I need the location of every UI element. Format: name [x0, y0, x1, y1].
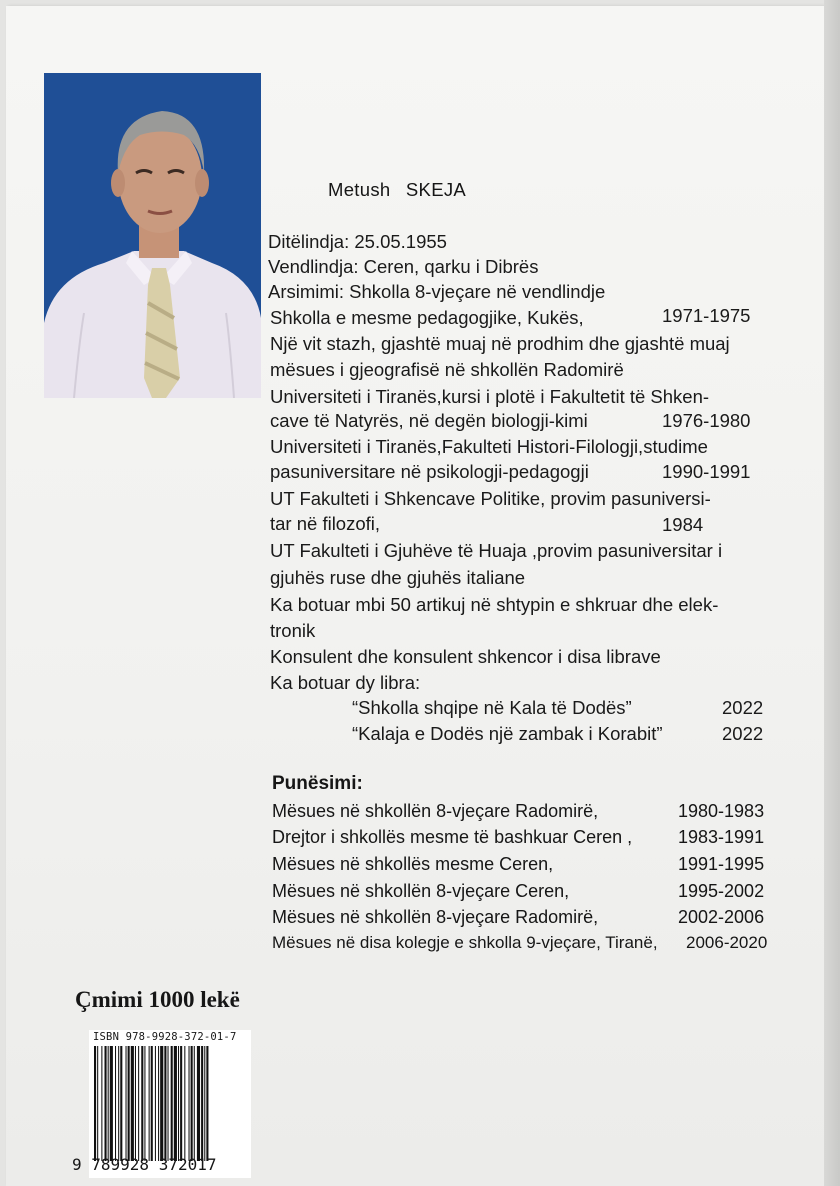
barcode-bar [118, 1046, 119, 1161]
bio-year-postgraduate: 1990-1991 [662, 461, 751, 482]
barcode-bar [204, 1046, 205, 1161]
bio-year-secondary-school: 1971-1975 [662, 305, 751, 326]
barcode-bar [158, 1046, 159, 1161]
book-year-2: 2022 [722, 723, 764, 744]
barcode-bar [180, 1046, 182, 1161]
job-item-4: Mësues në shkollën 8-vjeçare Ceren, [272, 881, 570, 901]
barcode-bar [171, 1046, 173, 1161]
bio-line-languages-detail: gjuhës ruse dhe gjuhës italiane [270, 567, 526, 588]
barcode-bar [194, 1046, 195, 1161]
bio-line-university: Universiteti i Tiranës,kursi i plotë i Fakultetit të Shken- [270, 386, 710, 407]
barcode-bar [160, 1046, 163, 1161]
author-name [328, 179, 466, 201]
barcode-bar [105, 1046, 107, 1161]
barcode-bar [151, 1046, 153, 1161]
barcode-bar [189, 1046, 190, 1161]
barcode-bar [135, 1046, 136, 1161]
bio-line-political-sciences: UT Fakulteti i Shkencave Politike, provim pasuniversi- [270, 488, 711, 509]
barcode-bar [197, 1046, 200, 1161]
bio-line-history-philology: Universiteti i Tiranës,Fakulteti Histori-Filologji,studime [270, 436, 708, 457]
bio-line-birthplace: Vendlindja: Ceren, qarku i Dibrës [268, 256, 539, 277]
bio-line-secondary-school: Shkolla e mesme pedagogjike, Kukës, [270, 307, 584, 328]
employment-heading: Punësimi: [272, 773, 363, 794]
job-years-1: 1980-1983 [678, 801, 765, 821]
bio-line-birthdate: Ditëlindja: 25.05.1955 [268, 231, 447, 252]
job-item-3: Mësues në shkollës mesme Ceren, [272, 854, 554, 874]
job-years-2: 1983-1991 [678, 827, 765, 847]
bio-line-foreign-languages: UT Fakulteti i Gjuhëve të Huaja ,provim pasuniversitar i [270, 540, 723, 561]
barcode-bar [178, 1046, 179, 1161]
barcode-bar [120, 1046, 122, 1161]
portrait-illustration [44, 73, 261, 398]
job-years-3: 1991-1995 [678, 854, 765, 874]
barcode-bar [206, 1046, 208, 1161]
barcode-bar [126, 1046, 127, 1161]
barcode-bar [141, 1046, 143, 1161]
bio-line-articles: Ka botuar mbi 50 artikuj në shtypin e shkruar dhe elek- [270, 594, 719, 615]
bio-line-postgraduate: pasuniversitare në psikologji-pedagogji [270, 461, 589, 482]
job-years-4: 1995-2002 [678, 881, 765, 901]
barcode-image [93, 1046, 249, 1161]
job-years-5: 2002-2006 [678, 907, 765, 927]
bio-year-philosophy: 1984 [662, 514, 704, 535]
barcode-digits: 9 789928 372017 [72, 1155, 217, 1174]
book-title-1: “Shkolla shqipe në Kala të Dodës” [352, 697, 632, 718]
barcode-bar [115, 1046, 116, 1161]
barcode-bar [110, 1046, 113, 1161]
barcode-bar [201, 1046, 203, 1161]
bio-line-teacher-geography: mësues i gjeografisë në shkollën Radomirë [270, 359, 624, 380]
price-label: Çmimi 1000 lekë [75, 987, 240, 1012]
author-portrait [44, 73, 261, 398]
cover-edge-shadow [824, 0, 840, 1186]
barcode-bar [108, 1046, 109, 1161]
bio-line-internship: Një vit stazh, gjashtë muaj në prodhim dhe gjashtë muaj [270, 333, 730, 354]
barcode-bar [155, 1046, 156, 1161]
job-item-2: Drejtor i shkollës mesme të bashkuar Ceren , [272, 827, 633, 847]
barcode-bar [138, 1046, 139, 1161]
book-title-2: “Kalaja e Dodës një zambak i Korabit” [352, 723, 663, 744]
bio-line-articles-cont: tronik [270, 620, 316, 641]
barcode-bar [149, 1046, 150, 1161]
barcode-bar [128, 1046, 130, 1161]
job-item-6: Mësues në disa kolegje e shkolla 9-vjeçare, Tiranë, [272, 933, 658, 952]
barcode-bar [101, 1046, 102, 1161]
isbn-label: ISBN 978-9928-372-01-7 [93, 1031, 237, 1043]
bio-line-philosophy: tar në filozofi, [270, 513, 381, 534]
book-year-1: 2022 [722, 697, 764, 718]
bio-line-education: Arsimimi: Shkolla 8-vjeçare në vendlindje [268, 281, 606, 302]
bio-line-consultant: Konsulent dhe konsulent shkencor i disa librave [270, 646, 661, 667]
barcode-bar [174, 1046, 177, 1161]
barcode-bar [191, 1046, 193, 1161]
bio-year-natural-sciences: 1976-1980 [662, 410, 751, 431]
job-item-5: Mësues në shkollën 8-vjeçare Radomirë, [272, 907, 599, 927]
bio-line-natural-sciences: cave të Natyrës, në degën biologji-kimi [270, 410, 588, 431]
bio-line-books-intro: Ka botuar dy libra: [270, 672, 421, 693]
barcode-bar [184, 1046, 185, 1161]
barcode-bar [131, 1046, 134, 1161]
author-last-name: SKEJA [405, 179, 467, 200]
barcode-bar [97, 1046, 98, 1161]
job-years-6: 2006-2020 [686, 933, 768, 952]
author-first-name: Metush [328, 179, 391, 200]
barcode-bar [164, 1046, 166, 1161]
barcode-bar [168, 1046, 169, 1161]
barcode-bar [144, 1046, 145, 1161]
job-item-1: Mësues në shkollën 8-vjeçare Radomirë, [272, 801, 599, 821]
barcode-bar [94, 1046, 96, 1161]
